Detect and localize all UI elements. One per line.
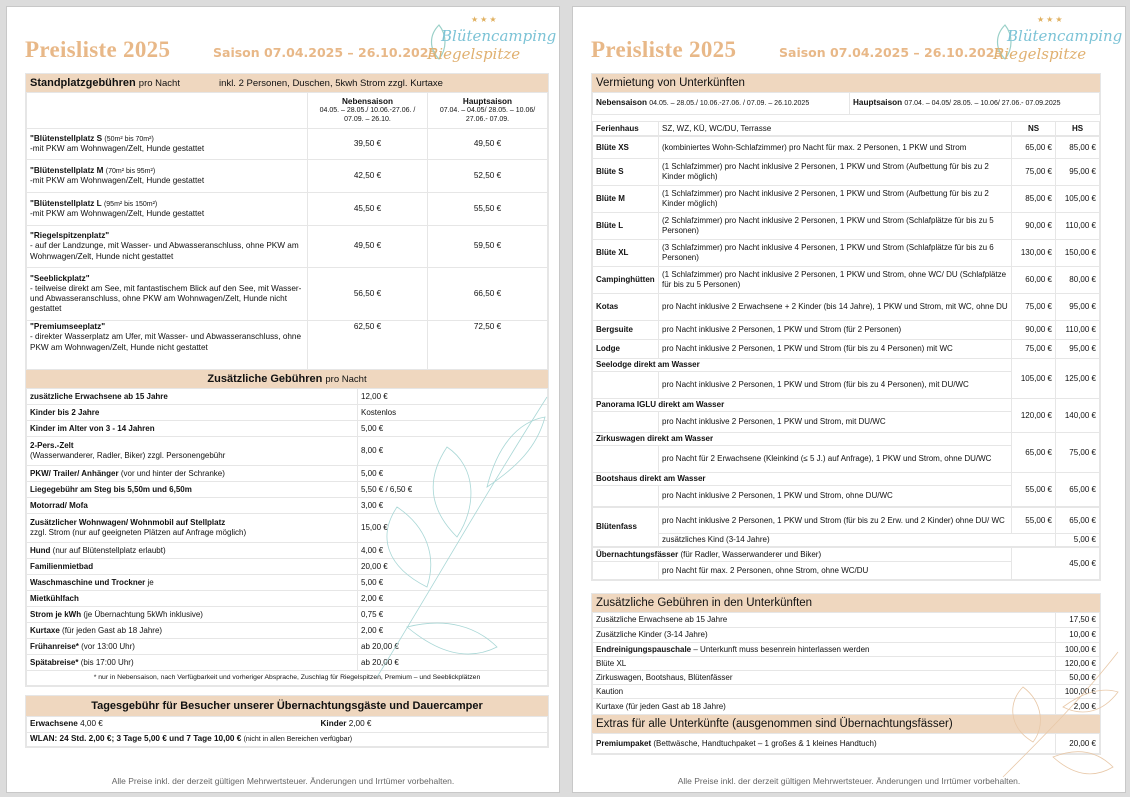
fee-name: Liegegebühr am Steg bis 5,50m und 6,50m [30, 484, 192, 494]
row-name: "Blütenstellplatz L [30, 198, 102, 208]
row-desc: - teilweise direkt am See, mit fantastischem Blick auf den See, mit Wasser- und Abwasseranschluss, ohne PKW am Wohnwagen/Zelt, Hunde nicht gestattet [30, 283, 302, 314]
table-row [27, 193, 548, 226]
row-price: 45,00 € [1012, 548, 1100, 580]
visitor-adult-label: Erwachsene [30, 719, 78, 729]
fee-name: Spätabreise* [30, 657, 79, 667]
row-desc: (3 Schlafzimmer) pro Nacht inklusive 4 Personen, 1 PKW und Strom (Schlafplätze für bis zu 6 Personen) [659, 240, 1012, 267]
decorative-leaf-icon [993, 647, 1123, 787]
cleaning-note: – Unterkunft muss besenrein hinterlassen werden [693, 644, 870, 654]
fee-price: 120,00 € [1056, 657, 1100, 671]
wlan-info: WLAN: 24 Std. 2,00 €; 3 Tage 5,00 € und 7 Tage 10,00 € [30, 734, 242, 744]
col-hs: HS [1056, 122, 1100, 136]
accommodation-extra-header: Zusätzliche Gebühren in den Unterkünften [592, 594, 1100, 612]
row-hs: 140,00 € [1056, 399, 1100, 433]
fee-note: (vor 13:00 Uhr) [81, 641, 135, 651]
row-name: "Riegelspitzenplatz" [30, 231, 110, 241]
price-list-page-campsites [6, 6, 560, 793]
fee-name: Kurtaxe (für jeden Gast ab 18 Jahre) [593, 699, 1056, 715]
row-hs: 49,50 € [428, 129, 548, 160]
row-ns: 55,00 € [1012, 508, 1056, 534]
table-row [27, 733, 548, 747]
rental-rows [592, 136, 1100, 507]
table-row [593, 267, 1100, 294]
rental-section [591, 73, 1101, 581]
row-hs: 66,50 € [428, 268, 548, 321]
table-row [27, 717, 548, 733]
row-hs: 95,00 € [1056, 340, 1100, 359]
table-row [593, 240, 1100, 267]
fee-price: 17,50 € [1056, 613, 1100, 628]
row-desc: pro Nacht inklusive 2 Personen, 1 PKW und Strom (für bis zu 4 Personen), mit DU/WC [659, 372, 1012, 399]
fee-price: 12,00 € [358, 389, 548, 405]
season-dates: Saison 07.04.2025 – 26.10.2025 [213, 45, 438, 60]
standplatz-section [25, 73, 549, 372]
logo-line2: Riegelspitze [993, 45, 1087, 63]
row-desc: pro Nacht inklusive 2 Personen, 1 PKW und Strom (für bis zu 4 Personen) mit WC [659, 340, 1012, 359]
premium-price: 20,00 € [1056, 734, 1100, 754]
fee-name: Kurtaxe [30, 625, 60, 635]
row-hs: 95,00 € [1056, 294, 1100, 321]
row-name: Bootshaus direkt am Wasser [593, 473, 1012, 486]
fee-name: Strom je kWh [30, 609, 82, 619]
decorative-leaf-icon [367, 387, 557, 687]
fee-name: Motorrad/ Mofa [30, 500, 88, 510]
fee-price: ab 20,00 € [358, 655, 548, 671]
row-desc: pro Nacht inklusive 2 Personen, 1 PKW und Strom, mit DU/WC [659, 412, 1012, 433]
col-desc: SZ, WZ, KÜ, WC/DU, Terrasse [659, 122, 1012, 136]
season-dates: Saison 07.04.2025 – 26.10.2025 [779, 45, 1004, 60]
hs-dates: 07.04. – 04.05/ 28.05. – 10.06/ 27.06.- 07.09.2025 [904, 100, 1061, 108]
fee-name: Zirkuswagen, Bootshaus, Blütenfässer [593, 671, 1056, 685]
row-desc: pro Nacht inklusive 2 Personen, 1 PKW und Strom (für bis zu 2 Erw. und 2 Kinder) ohne DU/ WC [659, 508, 1012, 534]
page-footer: Alle Preise inkl. der derzeit gültigen Mehrwertsteuer. Änderungen und Irrtümer vorbehalten. [111, 776, 455, 786]
cleaning-label: Endreinigungspauschale [596, 644, 692, 654]
row-ns: 75,00 € [1012, 294, 1056, 321]
table-row [593, 399, 1100, 412]
rental-table [592, 121, 1100, 136]
table-row [593, 473, 1100, 486]
row-ns: 45,50 € [308, 193, 428, 226]
fee-name: Zusätzlicher Wohnwagen/ Wohnmobil auf Stellplatz [30, 518, 226, 527]
standplatz-header [26, 74, 548, 92]
row-name: Blüte L [593, 213, 659, 240]
uebernachtung-table [592, 547, 1100, 580]
hs-dates: 07.04. – 04.05/ 28.05. – 10.06/ 27.06.- 07.09. [439, 106, 536, 123]
row-hs: 75,00 € [1056, 433, 1100, 473]
row-hs: 65,00 € [1056, 508, 1100, 534]
row-ns: 120,00 € [1012, 399, 1056, 433]
fee-price: 10,00 € [1056, 628, 1100, 643]
fee-note: (bis 17:00 Uhr) [80, 657, 134, 667]
standplatz-table [26, 92, 548, 371]
fee-price: 4,00 € [358, 543, 548, 559]
row-hs: 105,00 € [1056, 186, 1100, 213]
table-row [593, 359, 1100, 372]
row-ns: 60,00 € [1012, 267, 1056, 294]
row-name: Zirkuswagen direkt am Wasser [593, 433, 1012, 446]
fee-price: 2,00 € [358, 591, 548, 607]
campsite-logo [427, 15, 557, 69]
table-row [27, 129, 548, 160]
row-size: (50m² bis 70m²) [104, 135, 154, 143]
row-size: (70m² bis 95m²) [105, 167, 156, 175]
row-size: (95m² bis 150m²) [103, 200, 158, 208]
fee-name: zusätzliche Erwachsene ab 15 Jahre [30, 391, 168, 401]
row-desc: pro Nacht inklusive 2 Personen, 1 PKW und Strom (für 2 Personen) [659, 321, 1012, 340]
row-name: Campinghütten [593, 267, 659, 294]
row-note: (für Radler, Wasserwanderer und Biker) [680, 549, 822, 559]
fee-price: Kostenlos [358, 405, 548, 421]
fee-name: Frühanreise* [30, 641, 79, 651]
visitor-fee-table [26, 716, 548, 747]
hs-label: Hauptsaison [462, 96, 513, 106]
row-name: Blütenfass [593, 508, 659, 547]
table-row [593, 213, 1100, 240]
fee-note: (für jeden Gast ab 18 Jahre) [62, 625, 163, 635]
row-desc: (1 Schlafzimmer) pro Nacht inklusive 2 Personen, 1 PKW und Strom, ohne WC/ DU (Schlafplätze für bis zu 5 Personen) [659, 267, 1012, 294]
row-name: Seelodge direkt am Wasser [593, 359, 1012, 372]
logo-line1: Blütencamping [441, 27, 557, 45]
row-desc: pro Nacht inklusive 2 Erwachsene + 2 Kinder (bis 14 Jahre), 1 PKW und Strom, mit WC, ohne DU [659, 294, 1012, 321]
table-row [27, 160, 548, 193]
row-hs: 85,00 € [1056, 137, 1100, 159]
row-desc: - direkter Wasserplatz am Ufer, mit Wasser- und Abwasseranschluss, ohne PKW am Wohnwagen/Zelt, Hunde nicht gestattet [30, 332, 302, 352]
row-hs: 55,50 € [428, 193, 548, 226]
table-row [593, 294, 1100, 321]
premium-label: Premiumpaket [596, 738, 652, 748]
row-ns: 62,50 € [308, 321, 428, 371]
footnote: * nur in Nebensaison, nach Verfügbarkeit und vorheriger Absprache, Zuschlag für Riegelspitzen, Premium – und Seeblickplätzen [27, 671, 548, 686]
row-name: Blüte M [593, 186, 659, 213]
page-footer: Alle Preise inkl. der derzeit gültigen Mehrwertsteuer. Änderungen und Irrtümer vorbehalten. [677, 776, 1021, 786]
fee-note: (nur auf Blütenstellplatz erlaubt) [52, 545, 166, 555]
fee-note: (vor und hinter der Schranke) [120, 468, 225, 478]
fee-price: 5,50 € / 6,50 € [358, 482, 548, 498]
table-row [27, 321, 548, 371]
extras-all-title: Extras für alle Unterkünfte [596, 718, 729, 730]
row-ns: 39,50 € [308, 129, 428, 160]
rental-header: Vermietung von Unterkünften [592, 74, 1100, 92]
row-ns: 90,00 € [1012, 213, 1056, 240]
row-name: Blüte S [593, 159, 659, 186]
row-name: Lodge [593, 340, 659, 359]
row-name: "Blütenstellplatz M [30, 165, 104, 175]
row-ns: 75,00 € [1012, 159, 1056, 186]
extra-fees-title: Zusätzliche Gebühren [207, 373, 323, 385]
row-name: Panorama IGLU direkt am Wasser [593, 399, 1012, 412]
fee-price: 2,00 € [358, 623, 548, 639]
table-row [593, 137, 1100, 159]
row-hs: 59,50 € [428, 226, 548, 268]
fee-name: Waschmaschine und Trockner [30, 577, 146, 587]
row-hs: 110,00 € [1056, 213, 1100, 240]
logo-stars-icon: ★★★ [471, 15, 499, 24]
price-list-page-accommodation [572, 6, 1126, 793]
row-hs: 80,00 € [1056, 267, 1100, 294]
row-name: Kotas [593, 294, 659, 321]
fee-price: 5,00 € [358, 466, 548, 482]
fee-note: zzgl. Strom (nur auf geeigneten Plätzen auf Anfrage möglich) [30, 528, 247, 537]
table-row [593, 433, 1100, 446]
row-hs: 150,00 € [1056, 240, 1100, 267]
table-row [593, 534, 1100, 547]
visitor-child-price: 2,00 € [348, 719, 372, 729]
row-name: Blüte XS [593, 137, 659, 159]
table-row [27, 226, 548, 268]
row-hs: 52,50 € [428, 160, 548, 193]
row-desc: (kombiniertes Wohn-Schlafzimmer) pro Nacht für max. 2 Personen, 1 PKW und Strom [659, 137, 1012, 159]
row-ns: 55,00 € [1012, 473, 1056, 507]
row-name: "Premiumseeplatz" [30, 322, 106, 331]
col-house: Ferienhaus [593, 122, 659, 136]
fee-price: 3,00 € [358, 498, 548, 514]
row-ns: 130,00 € [1012, 240, 1056, 267]
fee-name: Familienmietbad [30, 561, 94, 571]
table-row [593, 159, 1100, 186]
page-title: Preisliste 2025 [25, 37, 171, 62]
fee-name: Kaution [593, 685, 1056, 699]
fee-price: 2,00 € [1056, 699, 1100, 715]
standplatz-per: pro Nacht [138, 78, 180, 89]
extra-fees-per: pro Nacht [325, 374, 367, 385]
fee-note: je [147, 577, 154, 587]
fee-name: PKW/ Trailer/ Anhänger [30, 468, 119, 478]
fee-price: 5,00 € [358, 575, 548, 591]
fee-name: Kinder im Alter von 3 - 14 Jahren [30, 423, 155, 433]
ns-label: Nebensaison [596, 98, 647, 108]
col-ns: NS [1012, 122, 1056, 136]
row-ns: 65,00 € [1012, 433, 1056, 473]
cleaning-price: 100,00 € [1056, 643, 1100, 657]
row-desc: - auf der Landzunge, mit Wasser- und Abwasseranschluss, ohne PKW am Wohnwagen/Zelt, Hunde nicht gestattet [30, 241, 299, 261]
table-row [593, 613, 1100, 628]
fee-price: ab 20,00 € [358, 639, 548, 655]
ns-dates: 04.05. – 28.05./ 10.06.-27.06. / 07.09. – 26.10.2025 [649, 100, 810, 108]
row-desc: -mit PKW am Wohnwagen/Zelt, Hunde gestattet [30, 176, 205, 186]
row-hs: 72,50 € [428, 321, 548, 371]
fee-price: 5,00 € [358, 421, 548, 437]
fee-price: 8,00 € [358, 437, 548, 466]
row-desc: (1 Schlafzimmer) pro Nacht inklusive 2 Personen, 1 PKW und Strom (Aufbettung für bis zu 2 Kinder möglich) [659, 186, 1012, 213]
fee-name: Zusätzliche Erwachsene ab 15 Jahre [593, 613, 1056, 628]
fee-name: 2-Pers.-Zelt [30, 441, 74, 450]
logo-line2: Riegelspitze [427, 45, 521, 63]
ns-header-cell [308, 93, 428, 129]
extra-fees-header [26, 370, 548, 388]
row-ns: 105,00 € [1012, 359, 1056, 399]
row-ns: 85,00 € [1012, 186, 1056, 213]
extras-all-note: (ausgenommen sind Übernachtungsfässer) [732, 718, 953, 730]
row-ns: 90,00 € [1012, 321, 1056, 340]
hs-label: Hauptsaison [853, 98, 903, 108]
row-name: Blüte XL [593, 240, 659, 267]
page-title: Preisliste 2025 [591, 37, 737, 62]
visitor-adult-price: 4,00 € [80, 719, 103, 729]
hs-header-cell [428, 93, 548, 129]
visitor-fee-section [25, 695, 549, 748]
ns-label: Nebensaison [342, 96, 393, 106]
row-desc: pro Nacht für max. 2 Personen, ohne Strom, ohne WC/DU [659, 562, 1012, 580]
fee-price: 100,00 € [1056, 685, 1100, 699]
child-price: 5,00 € [1056, 534, 1100, 547]
fee-name: Mietkühlfach [30, 593, 79, 603]
wlan-note: (nicht in allen Bereichen verfügbar) [243, 736, 353, 744]
row-name: "Blütenstellplatz S [30, 133, 103, 143]
row-ns: 56,50 € [308, 268, 428, 321]
row-hs: 125,00 € [1056, 359, 1100, 399]
row-desc: pro Nacht für 2 Erwachsene (Kleinkind (≤ 5 J.) auf Anfrage), 1 PKW und Strom, ohne DU/WC [659, 446, 1012, 473]
row-hs: 65,00 € [1056, 473, 1100, 507]
fee-name: Kinder bis 2 Jahre [30, 407, 100, 417]
premium-desc: (Bettwäsche, Handtuchpaket – 1 großes & 1 kleines Handtuch) [653, 738, 877, 748]
fee-price: 15,00 € [358, 514, 548, 543]
table-row [593, 548, 1100, 562]
empty-cell [27, 93, 308, 129]
standplatz-incl: inkl. 2 Personen, Duschen, 5kwh Strom zzgl. Kurtaxe [219, 78, 443, 89]
row-hs: 110,00 € [1056, 321, 1100, 340]
row-ns: 42,50 € [308, 160, 428, 193]
standplatz-title: Standplatzgebühren [30, 77, 136, 89]
row-hs: 95,00 € [1056, 159, 1100, 186]
campsite-logo [993, 15, 1123, 69]
bluetenfass-table [592, 507, 1100, 547]
visitor-child-label: Kinder [320, 719, 347, 729]
fee-price: 50,00 € [1056, 671, 1100, 685]
row-ns: 49,50 € [308, 226, 428, 268]
fee-price: 0,75 € [358, 607, 548, 623]
table-row [593, 508, 1100, 534]
table-row [593, 321, 1100, 340]
row-name: Übernachtungsfässer [596, 549, 679, 559]
row-desc: (2 Schlafzimmer) pro Nacht inklusive 2 Personen, 1 PKW und Strom (Schlafplätze für bis zu 5 Personen) [659, 213, 1012, 240]
row-desc: pro Nacht inklusive 2 Personen, 1 PKW und Strom, ohne DU/WC [659, 486, 1012, 507]
row-ns: 65,00 € [1012, 137, 1056, 159]
season-table [592, 92, 1100, 115]
logo-line1: Blütencamping [1007, 27, 1123, 45]
table-row [27, 268, 548, 321]
fee-price: 20,00 € [358, 559, 548, 575]
table-row [593, 628, 1100, 643]
fee-note: (Wasserwanderer, Radler, Biker) zzgl. Personengebühr [30, 451, 226, 460]
ns-dates: 04.05. – 28.05./ 10.06.-27.06. / 07.09. – 26.10. [319, 106, 416, 123]
logo-stars-icon: ★★★ [1037, 15, 1065, 24]
fee-name: Zusätzliche Kinder (3-14 Jahre) [593, 628, 1056, 643]
child-label: zusätzliches Kind (3-14 Jahre) [659, 534, 1056, 547]
table-row [593, 186, 1100, 213]
row-ns: 75,00 € [1012, 340, 1056, 359]
fee-name: Hund [30, 545, 51, 555]
row-name: Bergsuite [593, 321, 659, 340]
row-name: "Seeblickplatz" [30, 273, 90, 283]
row-desc: (1 Schlafzimmer) pro Nacht inklusive 2 Personen, 1 PKW und Strom (Aufbettung für bis zu 2 Kinder möglich) [659, 159, 1012, 186]
visitor-fee-header: Tagesgebühr für Besucher unserer Übernachtungsgäste und Dauercamper [26, 696, 548, 716]
table-row [593, 340, 1100, 359]
fee-note: (je Übernachtung 5kWh inklusive) [83, 609, 203, 619]
row-desc: -mit PKW am Wohnwagen/Zelt, Hunde gestattet [30, 144, 205, 154]
row-desc: -mit PKW am Wohnwagen/Zelt, Hunde gestattet [30, 209, 205, 219]
fee-name: Blüte XL [593, 657, 1056, 671]
